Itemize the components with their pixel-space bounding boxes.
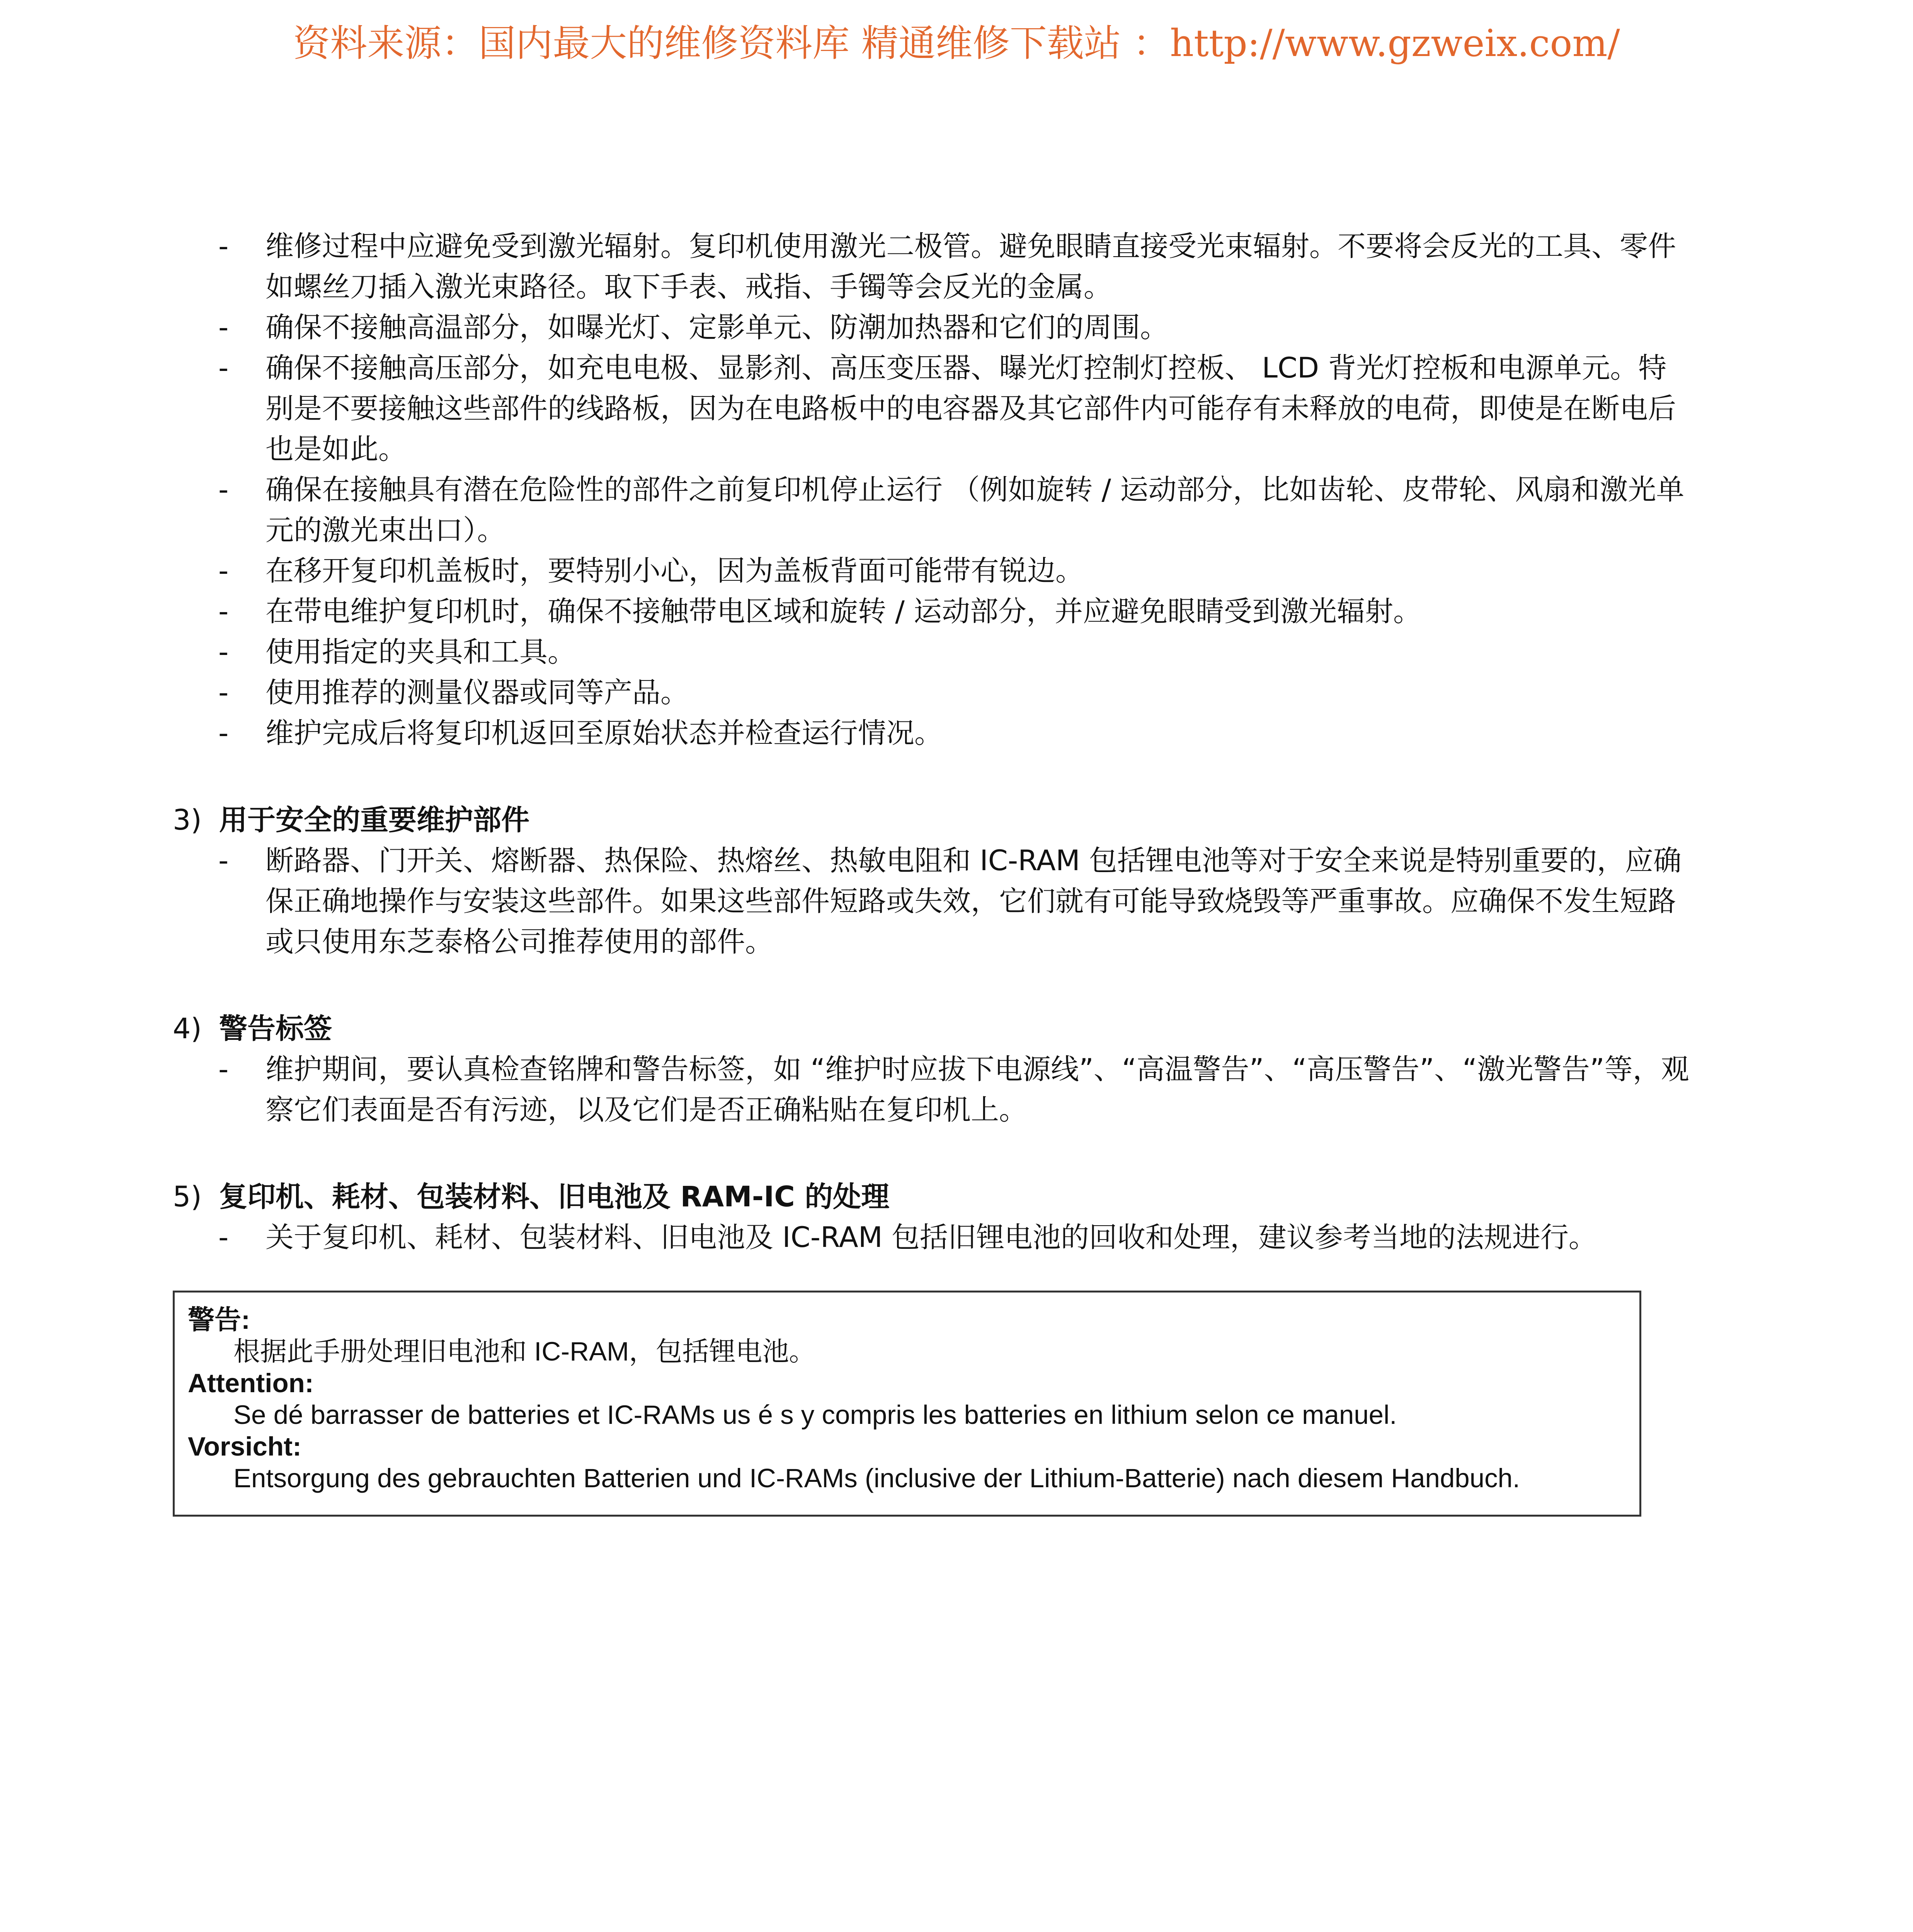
section-bullet-list xyxy=(173,1217,1692,1258)
section-title: 用于安全的重要维护部件 xyxy=(219,804,529,837)
warning-text-fr: Se dé barrasser de batteries et IC-RAMs us é s y compris les batteries en lithium selon ce manuel. xyxy=(233,1400,1397,1430)
page-content xyxy=(173,226,1692,1258)
section-number: 4) xyxy=(173,1012,202,1045)
list-item: - 在带电维护复印机时，确保不接触带电区域和旋转 / 运动部分，并应避免眼睛受到激光辐射。 xyxy=(173,591,1692,632)
warning-text-zh: 根据此手册处理旧电池和 IC-RAM，包括锂电池。 xyxy=(233,1337,816,1366)
list-item: - 确保不接触高压部分，如充电电极、显影剂、高压变压器、曝光灯控制灯控板、 LCD 背光灯控板和电源单元。特别是不要接触这些部件的线路板，因为在电路板中的电容器及其它部件内可能存有未释放的电荷，即使是在断电后也是如此。 xyxy=(173,348,1692,469)
section-important-parts xyxy=(173,800,1692,962)
section-bullet-list xyxy=(173,1049,1692,1130)
list-item: - 关于复印机、耗材、包装材料、旧电池及 IC-RAM 包括旧锂电池的回收和处理，建议参考当地的法规进行。 xyxy=(173,1217,1692,1258)
section-heading xyxy=(173,1009,1692,1049)
warning-label-de: Vorsicht: xyxy=(188,1432,301,1461)
list-item: - 确保在接触具有潜在危险性的部件之前复印机停止运行 （例如旋转 / 运动部分，比如齿轮、皮带轮、风扇和激光单元的激光束出口）。 xyxy=(173,469,1692,551)
list-item: - 确保不接触高温部分，如曝光灯、定影单元、防潮加热器和它们的周围。 xyxy=(173,307,1692,348)
battery-warning-box xyxy=(173,1291,1641,1517)
list-item: - 断路器、门开关、熔断器、热保险、热熔丝、热敏电阻和 IC-RAM 包括锂电池等对于安全来说是特别重要的，应确保正确地操作与安装这些部件。如果这些部件短路或失效，它们就有可能导致烧毁等严重事故。应确保不发生短路或只使用东芝泰格公司推荐使用的部件。 xyxy=(173,840,1692,962)
list-item: - 维护完成后将复印机返回至原始状态并检查运行情况。 xyxy=(173,713,1692,753)
section-warning-labels xyxy=(173,1009,1692,1130)
section-title: 复印机、耗材、包装材料、旧电池及 RAM-IC 的处理 xyxy=(219,1180,890,1213)
section-bullet-list xyxy=(173,840,1692,962)
section-number: 3) xyxy=(173,804,202,837)
section-number: 5) xyxy=(173,1180,202,1213)
section-heading xyxy=(173,1177,1692,1217)
list-item: - 维护期间，要认真检查铭牌和警告标签，如 “维护时应拔下电源线”、“高温警告”、“高压警告”、“激光警告”等，观察它们表面是否有污迹，以及它们是否正确粘贴在复印机上。 xyxy=(173,1049,1692,1130)
list-item: - 使用指定的夹具和工具。 xyxy=(173,632,1692,672)
section-disposal xyxy=(173,1177,1692,1258)
warning-label-zh: 警告: xyxy=(188,1305,250,1335)
intro-bullet-list xyxy=(173,226,1692,753)
warning-label-fr: Attention: xyxy=(188,1368,314,1398)
warning-text-de: Entsorgung des gebrauchten Batterien und IC-RAMs (inclusive der Lithium-Batterie) nach diesem Handbuch. xyxy=(233,1463,1520,1493)
list-item: - 维修过程中应避免受到激光辐射。复印机使用激光二极管。避免眼睛直接受光束辐射。不要将会反光的工具、零件如螺丝刀插入激光束路径。取下手表、戒指、手镯等会反光的金属。 xyxy=(173,226,1692,307)
section-title: 警告标签 xyxy=(219,1012,332,1045)
source-banner: 资料来源：国内最大的维修资料库 精通维修下载站 ：http://www.gzweix.com/ xyxy=(293,22,1620,65)
list-item: - 使用推荐的测量仪器或同等产品。 xyxy=(173,672,1692,713)
list-item: - 在移开复印机盖板时，要特别小心，因为盖板背面可能带有锐边。 xyxy=(173,551,1692,591)
section-heading xyxy=(173,800,1692,840)
